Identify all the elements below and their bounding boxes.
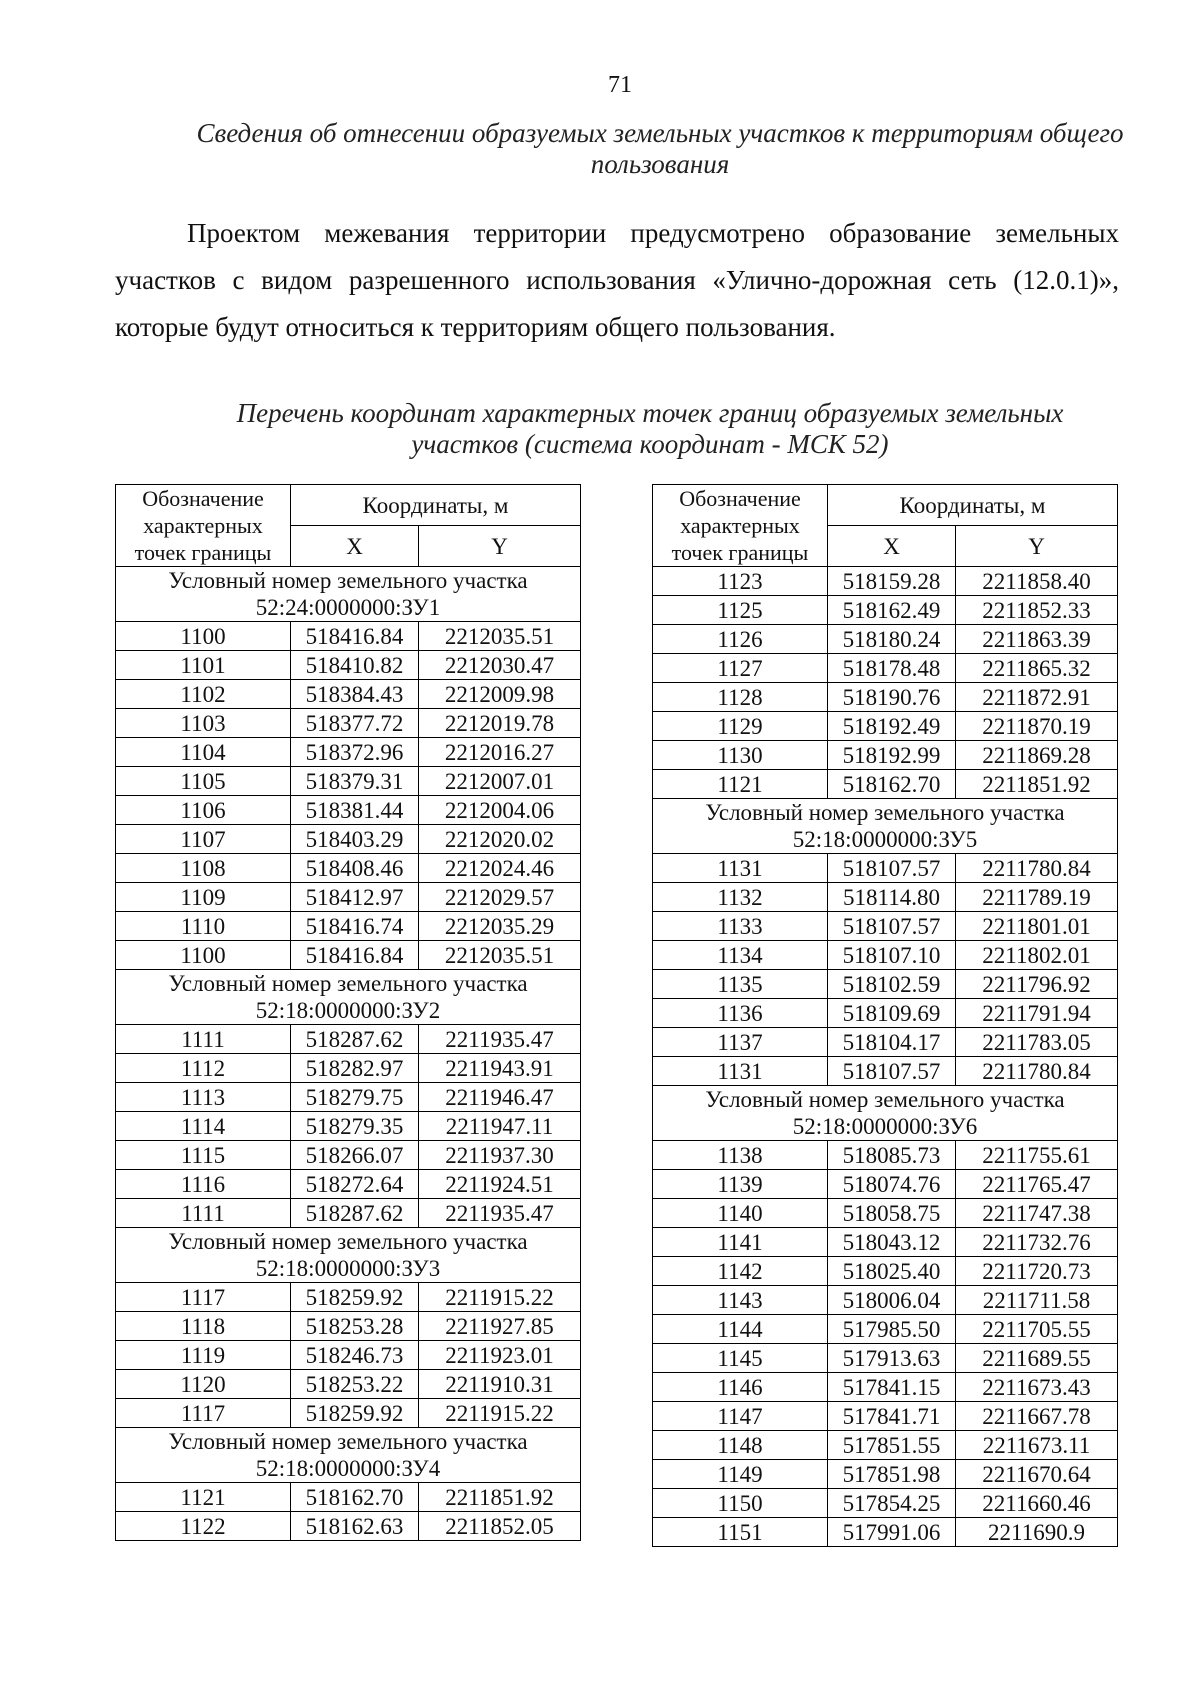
point-id-cell: 1146 <box>653 1373 828 1402</box>
x-coordinate-cell: 518246.73 <box>291 1341 419 1370</box>
y-coordinate-cell: 2211791.94 <box>956 999 1118 1028</box>
table-row <box>653 999 1118 1028</box>
point-id-cell: 1127 <box>653 654 828 683</box>
point-id-cell: 1148 <box>653 1431 828 1460</box>
y-coordinate-cell: 2211870.19 <box>956 712 1118 741</box>
table-row <box>116 1054 581 1083</box>
point-id-cell: 1126 <box>653 625 828 654</box>
point-id-cell: 1101 <box>116 651 291 680</box>
point-id-cell: 1128 <box>653 683 828 712</box>
point-id-cell: 1143 <box>653 1286 828 1315</box>
point-id-cell: 1137 <box>653 1028 828 1057</box>
x-coordinate-cell: 518279.35 <box>291 1112 419 1141</box>
point-designation-header: Обозначение характерных точек границы <box>653 485 828 567</box>
x-coordinate-cell: 518372.96 <box>291 738 419 767</box>
x-coordinate-cell: 518253.28 <box>291 1312 419 1341</box>
y-coordinate-cell: 2212035.29 <box>419 912 581 941</box>
x-coordinate-cell: 518178.48 <box>828 654 956 683</box>
point-id-cell: 1117 <box>116 1399 291 1428</box>
table-row <box>116 1170 581 1199</box>
parcel-group-row <box>116 970 581 1025</box>
point-id-cell: 1104 <box>116 738 291 767</box>
parcel-group-row <box>653 799 1118 854</box>
point-id-cell: 1111 <box>116 1199 291 1228</box>
parcel-group-row <box>116 567 581 622</box>
table-row <box>116 883 581 912</box>
table-row <box>116 651 581 680</box>
parcel-group-row <box>116 1428 581 1483</box>
point-id-cell: 1113 <box>116 1083 291 1112</box>
table-row <box>653 770 1118 799</box>
table-row <box>653 596 1118 625</box>
x-coordinate-cell: 518192.49 <box>828 712 956 741</box>
y-coordinate-cell: 2211851.92 <box>956 770 1118 799</box>
x-coordinate-cell: 517913.63 <box>828 1344 956 1373</box>
table-row <box>653 1402 1118 1431</box>
table-row <box>653 625 1118 654</box>
table-row <box>653 683 1118 712</box>
point-id-cell: 1134 <box>653 941 828 970</box>
x-coordinate-cell: 517991.06 <box>828 1518 956 1547</box>
parcel-code: 52:18:0000000:ЗУ2 <box>255 998 441 1023</box>
point-id-cell: 1120 <box>116 1370 291 1399</box>
x-header: X <box>828 526 956 567</box>
x-coordinate-cell: 518043.12 <box>828 1228 956 1257</box>
x-coordinate-cell: 518259.92 <box>291 1283 419 1312</box>
parcel-group-label: Условный номер земельного участка <box>168 1429 528 1454</box>
y-coordinate-cell: 2211943.91 <box>419 1054 581 1083</box>
y-coordinate-cell: 2212009.98 <box>419 680 581 709</box>
point-id-cell: 1100 <box>116 941 291 970</box>
table-row <box>653 883 1118 912</box>
x-coordinate-cell: 518287.62 <box>291 1025 419 1054</box>
x-coordinate-cell: 518259.92 <box>291 1399 419 1428</box>
point-id-cell: 1144 <box>653 1315 828 1344</box>
point-id-cell: 1117 <box>116 1283 291 1312</box>
y-coordinate-cell: 2211935.47 <box>419 1025 581 1054</box>
table-row <box>116 1312 581 1341</box>
table-body-left <box>116 485 581 1541</box>
y-coordinate-cell: 2211863.39 <box>956 625 1118 654</box>
y-coordinate-cell: 2211732.76 <box>956 1228 1118 1257</box>
y-coordinate-cell: 2211720.73 <box>956 1257 1118 1286</box>
table-heading: Перечень координат характерных точек границ образуемых земельных участков (система координат - МСК 52) <box>236 398 1064 459</box>
x-coordinate-cell: 518104.17 <box>828 1028 956 1057</box>
table-row <box>116 1370 581 1399</box>
table-row <box>116 1083 581 1112</box>
parcel-group-label: Условный номер земельного участка <box>168 1229 528 1254</box>
y-coordinate-cell: 2212019.78 <box>419 709 581 738</box>
point-id-cell: 1140 <box>653 1199 828 1228</box>
x-coordinate-cell: 518410.82 <box>291 651 419 680</box>
parcel-group-label: Условный номер земельного участка <box>705 800 1065 825</box>
section-heading: Сведения об отнесении образуемых земельных участков к территориям общего пользования <box>196 118 1124 179</box>
parcel-group-cell <box>116 970 581 1025</box>
point-id-cell: 1110 <box>116 912 291 941</box>
parcel-code: 52:18:0000000:ЗУ3 <box>255 1256 441 1281</box>
x-coordinate-cell: 518162.63 <box>291 1512 419 1541</box>
parcel-code: 52:24:0000000:ЗУ1 <box>255 595 441 620</box>
table-row <box>653 567 1118 596</box>
x-coordinate-cell: 517854.25 <box>828 1489 956 1518</box>
point-id-cell: 1107 <box>116 825 291 854</box>
table-header-row <box>653 485 1118 526</box>
table-row <box>116 941 581 970</box>
point-id-cell: 1103 <box>116 709 291 738</box>
y-coordinate-cell: 2211690.9 <box>956 1518 1118 1547</box>
table-row <box>653 1460 1118 1489</box>
y-coordinate-cell: 2211802.01 <box>956 941 1118 970</box>
y-coordinate-cell: 2211915.22 <box>419 1283 581 1312</box>
table-row <box>653 1286 1118 1315</box>
parcel-group-cell <box>116 567 581 622</box>
parcel-group-cell <box>653 799 1118 854</box>
point-id-cell: 1130 <box>653 741 828 770</box>
y-coordinate-cell: 2211915.22 <box>419 1399 581 1428</box>
x-coordinate-cell: 518109.69 <box>828 999 956 1028</box>
y-coordinate-cell: 2211660.46 <box>956 1489 1118 1518</box>
table-row <box>116 1512 581 1541</box>
page-number: 71 <box>608 72 632 98</box>
y-coordinate-cell: 2211780.84 <box>956 1057 1118 1086</box>
table-row <box>116 1025 581 1054</box>
point-id-cell: 1119 <box>116 1341 291 1370</box>
y-coordinate-cell: 2211747.38 <box>956 1199 1118 1228</box>
y-coordinate-cell: 2212024.46 <box>419 854 581 883</box>
point-id-cell: 1145 <box>653 1344 828 1373</box>
x-coordinate-cell: 518159.28 <box>828 567 956 596</box>
table-row <box>653 1057 1118 1086</box>
x-coordinate-cell: 518272.64 <box>291 1170 419 1199</box>
x-coordinate-cell: 518192.99 <box>828 741 956 770</box>
point-id-cell: 1150 <box>653 1489 828 1518</box>
x-coordinate-cell: 517841.15 <box>828 1373 956 1402</box>
y-coordinate-cell: 2211851.92 <box>419 1483 581 1512</box>
x-coordinate-cell: 518114.80 <box>828 883 956 912</box>
point-id-cell: 1147 <box>653 1402 828 1431</box>
y-coordinate-cell: 2212020.02 <box>419 825 581 854</box>
point-id-cell: 1123 <box>653 567 828 596</box>
point-designation-header: Обозначение характерных точек границы <box>116 485 291 567</box>
table-row <box>116 1341 581 1370</box>
y-coordinate-cell: 2211869.28 <box>956 741 1118 770</box>
table-row <box>653 1228 1118 1257</box>
table-row <box>116 738 581 767</box>
point-id-cell: 1109 <box>116 883 291 912</box>
table-row <box>116 1199 581 1228</box>
x-coordinate-cell: 518190.76 <box>828 683 956 712</box>
x-coordinate-cell: 518180.24 <box>828 625 956 654</box>
table-body-right <box>653 485 1118 1547</box>
parcel-group-cell <box>116 1428 581 1483</box>
parcel-code: 52:18:0000000:ЗУ6 <box>792 1114 978 1139</box>
y-header: Y <box>419 526 581 567</box>
point-id-cell: 1129 <box>653 712 828 741</box>
y-coordinate-cell: 2211789.19 <box>956 883 1118 912</box>
y-coordinate-cell: 2212035.51 <box>419 622 581 651</box>
y-coordinate-cell: 2211947.11 <box>419 1112 581 1141</box>
y-coordinate-cell: 2211670.64 <box>956 1460 1118 1489</box>
point-id-cell: 1118 <box>116 1312 291 1341</box>
x-coordinate-cell: 518287.62 <box>291 1199 419 1228</box>
x-coordinate-cell: 518107.57 <box>828 912 956 941</box>
point-id-cell: 1133 <box>653 912 828 941</box>
table-row <box>116 796 581 825</box>
y-coordinate-cell: 2211689.55 <box>956 1344 1118 1373</box>
point-id-cell: 1105 <box>116 767 291 796</box>
point-id-cell: 1108 <box>116 854 291 883</box>
x-coordinate-cell: 518408.46 <box>291 854 419 883</box>
x-coordinate-cell: 517851.55 <box>828 1431 956 1460</box>
x-coordinate-cell: 518416.84 <box>291 941 419 970</box>
table-row <box>653 1257 1118 1286</box>
table-row <box>116 709 581 738</box>
y-coordinate-cell: 2212007.01 <box>419 767 581 796</box>
table-row <box>653 941 1118 970</box>
table-header-row <box>116 485 581 526</box>
x-coordinate-cell: 518107.57 <box>828 854 956 883</box>
y-coordinate-cell: 2211780.84 <box>956 854 1118 883</box>
table-row <box>653 1489 1118 1518</box>
parcel-group-label: Условный номер земельного участка <box>168 971 528 996</box>
y-coordinate-cell: 2211935.47 <box>419 1199 581 1228</box>
paragraph-text: Проектом межевания территории предусмотрено образование земельных участков с видом разрешенного использования «Улично-дорожная сеть (12.0.1)», которые будут относиться к территориям общего пользования. <box>115 218 1119 342</box>
point-id-cell: 1112 <box>116 1054 291 1083</box>
table-row <box>653 712 1118 741</box>
y-coordinate-cell: 2211801.01 <box>956 912 1118 941</box>
x-header: X <box>291 526 419 567</box>
table-row <box>116 1483 581 1512</box>
y-coordinate-cell: 2212004.06 <box>419 796 581 825</box>
y-coordinate-cell: 2211858.40 <box>956 567 1118 596</box>
x-coordinate-cell: 518085.73 <box>828 1141 956 1170</box>
point-id-cell: 1132 <box>653 883 828 912</box>
point-id-cell: 1138 <box>653 1141 828 1170</box>
parcel-group-cell <box>116 1228 581 1283</box>
parcel-code: 52:18:0000000:ЗУ5 <box>792 827 978 852</box>
x-coordinate-cell: 518102.59 <box>828 970 956 999</box>
table-row <box>653 1141 1118 1170</box>
x-coordinate-cell: 518162.70 <box>291 1483 419 1512</box>
parcel-group-label: Условный номер земельного участка <box>705 1087 1065 1112</box>
x-coordinate-cell: 518025.40 <box>828 1257 956 1286</box>
x-coordinate-cell: 517841.71 <box>828 1402 956 1431</box>
y-coordinate-cell: 2211783.05 <box>956 1028 1118 1057</box>
x-coordinate-cell: 518384.43 <box>291 680 419 709</box>
y-coordinate-cell: 2211924.51 <box>419 1170 581 1199</box>
coordinates-header: Координаты, м <box>828 485 1118 526</box>
point-id-cell: 1139 <box>653 1170 828 1199</box>
y-coordinate-cell: 2211755.61 <box>956 1141 1118 1170</box>
y-coordinate-cell: 2211927.85 <box>419 1312 581 1341</box>
y-coordinate-cell: 2211673.11 <box>956 1431 1118 1460</box>
y-coordinate-cell: 2211711.58 <box>956 1286 1118 1315</box>
point-id-cell: 1102 <box>116 680 291 709</box>
x-coordinate-cell: 518377.72 <box>291 709 419 738</box>
table-row <box>116 1399 581 1428</box>
x-coordinate-cell: 518416.74 <box>291 912 419 941</box>
point-id-cell: 1116 <box>116 1170 291 1199</box>
x-coordinate-cell: 518279.75 <box>291 1083 419 1112</box>
y-coordinate-cell: 2212029.57 <box>419 883 581 912</box>
table-row <box>116 825 581 854</box>
table-row <box>653 1199 1118 1228</box>
y-coordinate-cell: 2212035.51 <box>419 941 581 970</box>
body-paragraph <box>115 210 1119 351</box>
table-row <box>116 912 581 941</box>
point-id-cell: 1114 <box>116 1112 291 1141</box>
table-row <box>653 854 1118 883</box>
x-coordinate-cell: 518162.49 <box>828 596 956 625</box>
x-coordinate-cell: 518416.84 <box>291 622 419 651</box>
parcel-code: 52:18:0000000:ЗУ4 <box>255 1456 441 1481</box>
y-coordinate-cell: 2211937.30 <box>419 1141 581 1170</box>
y-coordinate-cell: 2211865.32 <box>956 654 1118 683</box>
table-row <box>653 1028 1118 1057</box>
y-coordinate-cell: 2211852.05 <box>419 1512 581 1541</box>
point-id-cell: 1121 <box>653 770 828 799</box>
x-coordinate-cell: 518266.07 <box>291 1141 419 1170</box>
table-row <box>116 680 581 709</box>
x-coordinate-cell: 518162.70 <box>828 770 956 799</box>
point-id-cell: 1142 <box>653 1257 828 1286</box>
coordinates-table-left <box>115 484 581 1541</box>
table-row <box>653 654 1118 683</box>
table-row <box>116 1112 581 1141</box>
table-row <box>653 1170 1118 1199</box>
table-row <box>653 1518 1118 1547</box>
x-coordinate-cell: 517985.50 <box>828 1315 956 1344</box>
table-row <box>653 912 1118 941</box>
x-coordinate-cell: 518006.04 <box>828 1286 956 1315</box>
y-coordinate-cell: 2211923.01 <box>419 1341 581 1370</box>
x-coordinate-cell: 517851.98 <box>828 1460 956 1489</box>
x-coordinate-cell: 518074.76 <box>828 1170 956 1199</box>
x-coordinate-cell: 518379.31 <box>291 767 419 796</box>
point-id-cell: 1100 <box>116 622 291 651</box>
y-coordinate-cell: 2211872.91 <box>956 683 1118 712</box>
point-id-cell: 1131 <box>653 854 828 883</box>
point-id-cell: 1135 <box>653 970 828 999</box>
y-coordinate-cell: 2211667.78 <box>956 1402 1118 1431</box>
table-row <box>116 622 581 651</box>
table-row <box>116 1283 581 1312</box>
y-coordinate-cell: 2211765.47 <box>956 1170 1118 1199</box>
point-id-cell: 1122 <box>116 1512 291 1541</box>
point-id-cell: 1121 <box>116 1483 291 1512</box>
point-id-cell: 1151 <box>653 1518 828 1547</box>
y-coordinate-cell: 2212016.27 <box>419 738 581 767</box>
x-coordinate-cell: 518282.97 <box>291 1054 419 1083</box>
y-coordinate-cell: 2211946.47 <box>419 1083 581 1112</box>
point-id-cell: 1136 <box>653 999 828 1028</box>
parcel-group-row <box>653 1086 1118 1141</box>
table-row <box>653 1373 1118 1402</box>
parcel-group-row <box>116 1228 581 1283</box>
point-id-cell: 1115 <box>116 1141 291 1170</box>
y-coordinate-cell: 2211910.31 <box>419 1370 581 1399</box>
y-coordinate-cell: 2211796.92 <box>956 970 1118 999</box>
point-id-cell: 1131 <box>653 1057 828 1086</box>
x-coordinate-cell: 518412.97 <box>291 883 419 912</box>
point-id-cell: 1141 <box>653 1228 828 1257</box>
x-coordinate-cell: 518253.22 <box>291 1370 419 1399</box>
y-coordinate-cell: 2211705.55 <box>956 1315 1118 1344</box>
x-coordinate-cell: 518381.44 <box>291 796 419 825</box>
point-id-cell: 1111 <box>116 1025 291 1054</box>
table-row <box>653 970 1118 999</box>
x-coordinate-cell: 518058.75 <box>828 1199 956 1228</box>
parcel-group-cell <box>653 1086 1118 1141</box>
table-row <box>653 1431 1118 1460</box>
table-row <box>116 1141 581 1170</box>
y-coordinate-cell: 2211852.33 <box>956 596 1118 625</box>
point-id-cell: 1106 <box>116 796 291 825</box>
parcel-group-label: Условный номер земельного участка <box>168 568 528 593</box>
table-row <box>653 741 1118 770</box>
y-coordinate-cell: 2212030.47 <box>419 651 581 680</box>
x-coordinate-cell: 518403.29 <box>291 825 419 854</box>
point-id-cell: 1149 <box>653 1460 828 1489</box>
x-coordinate-cell: 518107.57 <box>828 1057 956 1086</box>
table-row <box>653 1344 1118 1373</box>
coordinates-table-right <box>652 484 1118 1547</box>
x-coordinate-cell: 518107.10 <box>828 941 956 970</box>
coordinates-header: Координаты, м <box>291 485 581 526</box>
point-id-cell: 1125 <box>653 596 828 625</box>
table-row <box>653 1315 1118 1344</box>
table-row <box>116 767 581 796</box>
y-coordinate-cell: 2211673.43 <box>956 1373 1118 1402</box>
table-row <box>116 854 581 883</box>
y-header: Y <box>956 526 1118 567</box>
